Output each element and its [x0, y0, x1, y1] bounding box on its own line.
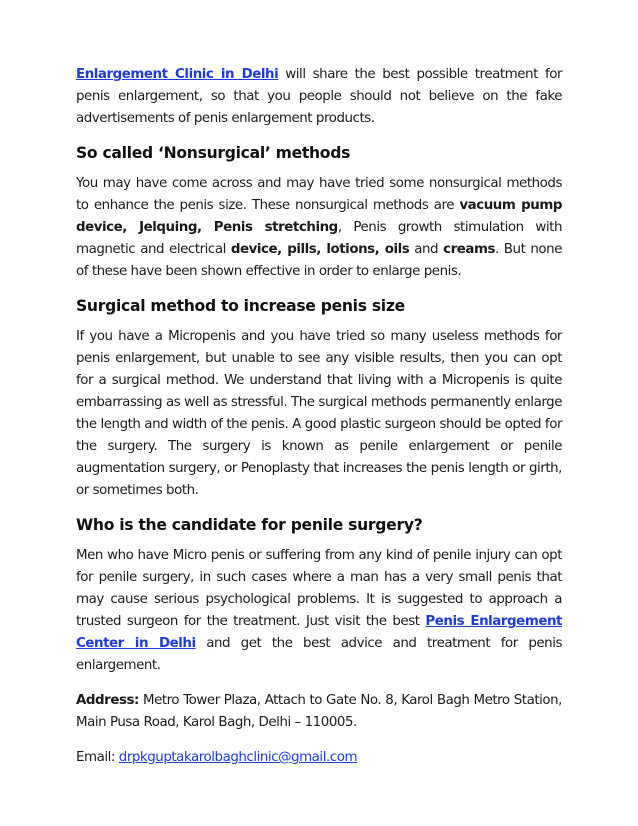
email-link[interactable]: drpkguptakarolbaghclinic@gmail.com: [118, 750, 358, 765]
candidate-text-1: Men who have Micro penis or suffering from any kind of penile injury can opt for penile surgery, in such cases where a man has a very small penis that may cause serious psychological problems. It is suggested to approach a trusted surgeon for the treatment. Just visit the best: [76, 548, 562, 629]
intro-paragraph: [76, 64, 562, 130]
candidate-paragraph: [76, 545, 562, 677]
document-page: [76, 64, 562, 782]
nonsurgical-paragraph: [76, 173, 562, 283]
nonsurgical-bold-1: vacuum pump device, Jelquing, Penis stretching: [76, 198, 562, 235]
nonsurgical-bold-3: creams: [443, 242, 495, 257]
address-label: Address:: [76, 693, 139, 708]
surgical-paragraph: If you have a Micropenis and you have tried so many useless methods for penis enlargement, but unable to see any visible results, then you can opt for a surgical method. We understand that living with a Micropenis is quite embarrassing as well as stressful. The surgical methods permanently enlarge the length and width of the penis. A good plastic surgeon should be opted for the surgery. The surgery is known as penile enlargement or penile augmentation surgery, or Penoplasty that increases the penis length or girth, or sometimes both.: [76, 329, 562, 498]
email-label: Email:: [76, 750, 119, 765]
candidate-text-2: and get the best advice and treatment for penis enlargement.: [76, 636, 563, 673]
center-link[interactable]: Penis Enlargement Center in Delhi: [76, 614, 562, 651]
intro-text: will share the best possible treatment for penis enlargement, so that you people should not believe on the fake advertisements of penis enlargement products.: [76, 67, 563, 126]
nonsurgical-text-4: . But none of these have been shown effective in order to enlarge penis.: [76, 242, 562, 279]
address-paragraph: [76, 690, 562, 734]
nonsurgical-text-3: and: [409, 242, 444, 257]
clinic-link[interactable]: Enlargement Clinic in Delhi: [76, 67, 279, 82]
heading-surgical: Surgical method to increase penis size: [76, 297, 405, 315]
email-paragraph: [76, 747, 562, 769]
nonsurgical-text-1: You may have come across and may have tried some nonsurgical methods to enhance the penis size. These nonsurgical methods are: [76, 176, 562, 213]
address-text: Metro Tower Plaza, Attach to Gate No. 8, Karol Bagh Metro Station, Main Pusa Road, Karol Bagh, Delhi – 110005.: [76, 693, 562, 730]
heading-nonsurgical: So called ‘Nonsurgical’ methods: [76, 144, 351, 162]
heading-candidate: Who is the candidate for penile surgery?: [76, 516, 423, 534]
nonsurgical-bold-2: device, pills, lotions, oils: [230, 242, 410, 257]
nonsurgical-text-2: , Penis growth stimulation with magnetic and electrical: [76, 220, 562, 257]
